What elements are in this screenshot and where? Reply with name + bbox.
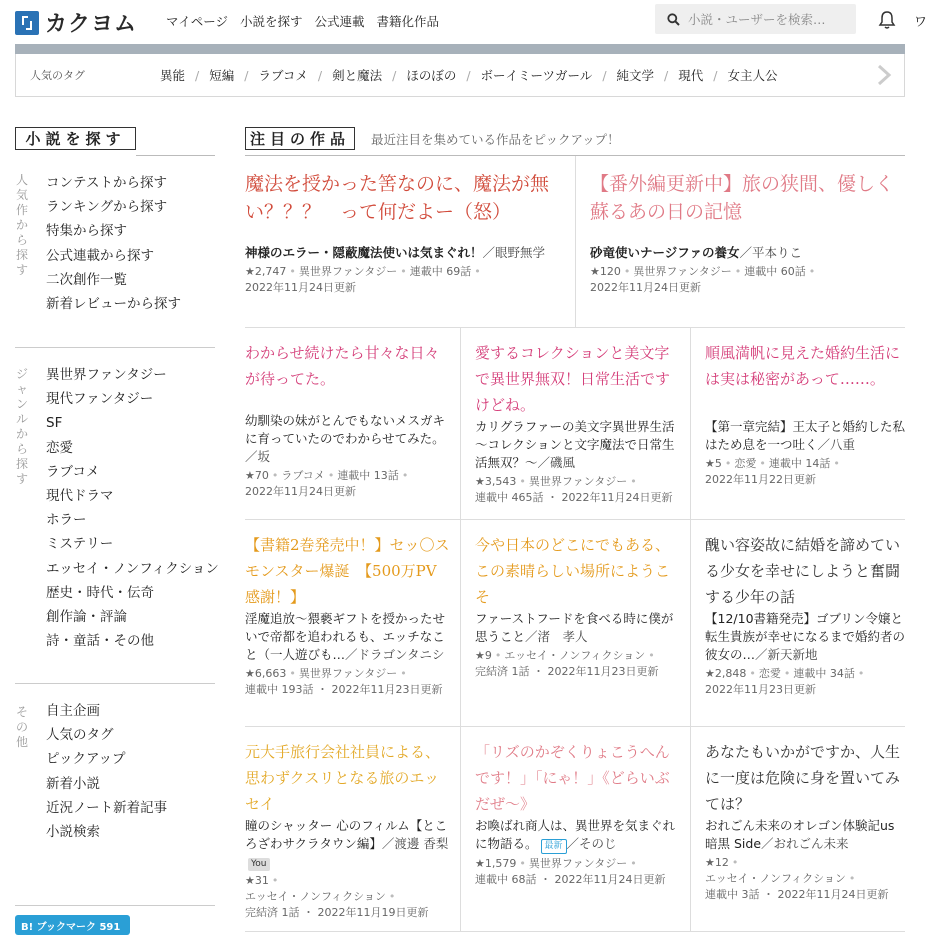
work-card[interactable]: [705, 532, 905, 698]
new-badge: 最新: [541, 839, 567, 854]
sidebar-item[interactable]: 創作論・評論: [46, 608, 127, 625]
global-nav: [166, 12, 439, 30]
sidebar-item[interactable]: 特集から探す: [46, 223, 127, 240]
sidebar-divider: [15, 905, 215, 906]
work-title[interactable]: 【第一章完結】王太子と婚約した私はため息を一つ吐く／八重: [705, 419, 906, 452]
sidebar-item[interactable]: 近況ノート新着記事: [46, 799, 168, 816]
work-title[interactable]: お喚ばれ商人は、異世界を気まぐれに物語る。 最新 ／そのじ: [475, 817, 680, 854]
work-meta: ★5 • 恋愛 • 連載中 14話 • 2022年11月22日更新: [705, 457, 840, 486]
work-title[interactable]: 神様のエラー・隠蔽魔法使いは気まぐれ！／眼野無学: [245, 245, 546, 260]
work-card[interactable]: [245, 340, 450, 500]
sidebar-item[interactable]: 異世界ファンタジー: [46, 367, 167, 383]
sidebar-item[interactable]: 詩・童話・その他: [46, 633, 154, 650]
sidebar-item[interactable]: ラブコメ: [46, 463, 100, 480]
tag-item[interactable]: ボーイミーツガール: [480, 68, 593, 83]
work-card[interactable]: [475, 532, 680, 680]
group-label-genre: ジャンルから探す: [15, 367, 28, 486]
tag-list: 異能 / 短編 / ラブコメ / 剣と魔法 / ほのぼの / ボーイミーツガール / 純文学 / 現代 / 女主人公: [160, 67, 778, 83]
work-title[interactable]: 【12/10書籍発売】ゴブリン令嬢と転生貴族が幸せになるまで婚約者の彼女の…／新天新地: [705, 611, 906, 662]
work-card[interactable]: [475, 340, 680, 506]
search-icon: [667, 13, 680, 26]
work-catchphrase: 愛するコレクションと美文字で異世界無双！日常生活ですけどね。: [475, 344, 671, 414]
logo[interactable]: [15, 7, 137, 38]
logo-text: カクヨム: [45, 12, 138, 37]
sidebar-item[interactable]: 現代ドラマ: [46, 487, 114, 504]
sidebar: [15, 127, 219, 840]
sidebar-item[interactable]: 歴史・時代・伝奇: [46, 584, 154, 601]
work-card[interactable]: [245, 170, 560, 296]
nav-mypage[interactable]: マイページ: [166, 14, 229, 29]
group-label-popular: 人気作から探す: [15, 173, 28, 277]
work-card[interactable]: [475, 739, 680, 888]
work-author[interactable]: ／坂: [245, 449, 271, 464]
tagbar-accent: [15, 44, 905, 54]
work-author[interactable]: ／平本りこ: [739, 245, 803, 260]
work-catchphrase: 魔法を授かった筈なのに、魔法が無い？？？ って何だよー（怒）: [245, 173, 550, 223]
work-author[interactable]: ／そのじ: [566, 836, 617, 851]
chevron-right-icon[interactable]: [876, 64, 892, 86]
hatena-bookmark-button[interactable]: B! ブックマーク 591: [15, 915, 130, 935]
header: [0, 0, 947, 42]
tag-item[interactable]: ラブコメ: [258, 68, 308, 83]
popular-tags-bar: [15, 54, 905, 97]
work-author[interactable]: ／渚 孝人: [525, 629, 588, 644]
work-title[interactable]: 瞳のシャッター 心のフィルム【ところざわサクラタウン編】／渡邊 香梨You: [245, 818, 449, 869]
section-subtitle: 最近注目を集めている作品をピックアップ！: [371, 131, 620, 147]
sidebar-item[interactable]: 恋愛: [46, 439, 73, 456]
section-header: [245, 127, 620, 150]
work-meta: ★2,848 • 恋愛 • 連載中 34話 • 2022年11月23日更新: [705, 667, 865, 696]
tag-item[interactable]: 女主人公: [727, 68, 778, 83]
tag-item[interactable]: 短編: [209, 68, 235, 83]
sidebar-item[interactable]: 現代ファンタジー: [46, 391, 154, 408]
sidebar-item[interactable]: エッセイ・ノンフィクション: [46, 560, 219, 577]
work-meta: ★2,747 • 異世界ファンタジー • 連載中 69話 • 2022年11月24日更新: [245, 265, 481, 294]
work-card[interactable]: [705, 739, 905, 903]
sidebar-list-other: [46, 699, 167, 844]
section-title: 注目の作品: [245, 127, 355, 150]
work-card[interactable]: [245, 739, 450, 921]
sidebar-item[interactable]: コンテストから探す: [46, 175, 167, 191]
sidebar-item[interactable]: 人気のタグ: [46, 727, 114, 744]
tag-item[interactable]: 剣と魔法: [332, 68, 383, 83]
sidebar-list-genre: [46, 363, 219, 653]
work-meta: ★70 • ラブコメ • 連載中 13話 • 2022年11月24日更新: [245, 469, 409, 498]
work-title[interactable]: ファーストフードを食べる時に僕が思うこと／渚 孝人: [475, 611, 674, 644]
search-input[interactable]: [655, 4, 856, 34]
you-badge: You: [248, 858, 270, 871]
work-catchphrase: 「リズのかぞくりょこうへんです！」「にゃ！」《どらいぶだぜ〜》: [475, 743, 670, 813]
sidebar-item[interactable]: 新着レビューから探す: [46, 295, 181, 312]
work-meta: ★12 • エッセイ・ノンフィクション • 連載中 3話 ・ 2022年11月24日更新: [705, 856, 889, 901]
sidebar-item[interactable]: 二次創作一覧: [46, 271, 127, 288]
work-meta: ★9 • エッセイ・ノンフィクション • 完結済 1話 ・ 2022年11月23日更新: [475, 649, 659, 678]
group-label-other: その他: [15, 705, 28, 749]
sidebar-item[interactable]: 小説検索: [46, 823, 100, 840]
sidebar-item[interactable]: 自主企画: [46, 703, 100, 719]
work-catchphrase: 元大手旅行会社社員による、思わずクスリとなる旅のエッセイ: [245, 743, 441, 813]
tag-item[interactable]: ほのぼの: [406, 68, 457, 83]
sidebar-title: 小説を探す: [15, 127, 136, 150]
work-card[interactable]: [705, 340, 905, 488]
work-catchphrase: 順風満帆に見えた婚約生活には実は秘密があって……。: [705, 344, 901, 388]
work-catchphrase: あなたもいかがですか、人生に一度は危険に身を置いてみては？: [705, 743, 901, 813]
user-menu[interactable]: ワ: [914, 15, 928, 30]
tagbar-label: 人気のタグ: [30, 69, 85, 82]
work-author[interactable]: ／おれごん未来: [761, 836, 849, 851]
work-meta: ★3,543 • 異世界ファンタジー • 連載中 465話 ・ 2022年11月24日更新: [475, 475, 673, 504]
tag-item[interactable]: 純文学: [616, 68, 655, 83]
work-title[interactable]: 砂竜使いナージファの養女／平本りこ: [590, 245, 803, 260]
work-author[interactable]: ／ドラゴンタニシ: [345, 647, 445, 662]
work-title[interactable]: 幼馴染の妹がとんでもないメスガキに育っていたのでわからせてみた。／坂: [245, 413, 446, 464]
sidebar-item[interactable]: ホラー: [46, 512, 87, 529]
work-title[interactable]: 淫魔追放〜猥褻ギフトを授かったせいで帝都を追われるも、エッチなこと（一人遊びも…／ドラゴンタニシ: [245, 611, 446, 662]
work-meta: ★31 • エッセイ・ノンフィクション • 完結済 1話 ・ 2022年11月19日更新: [245, 874, 429, 919]
work-author[interactable]: ／眼野無学: [482, 245, 546, 260]
work-title[interactable]: おれごん未来のオレゴン体験記us 暗黒 Side／おれごん未来: [705, 818, 895, 851]
work-author[interactable]: ／新天新地: [755, 647, 818, 662]
bell-icon[interactable]: [878, 10, 896, 34]
sidebar-item[interactable]: ランキングから探す: [46, 199, 168, 216]
work-title[interactable]: カリグラファーの美文字異世界生活 〜コレクションと文字魔法で日常生活無双？〜／磯風: [475, 419, 675, 470]
sidebar-divider: [15, 683, 215, 684]
work-catchphrase: 醜い容姿故に結婚を諦めている少女を幸せにしようと奮闘する少年の話: [705, 536, 901, 606]
sidebar-divider: [15, 347, 215, 348]
work-card[interactable]: [245, 532, 450, 698]
nav-official[interactable]: 公式連載: [314, 14, 365, 29]
sidebar-item[interactable]: ピックアップ: [46, 751, 126, 768]
work-meta: ★1,579 • 異世界ファンタジー • 連載中 68話 ・ 2022年11月24日更新: [475, 857, 666, 886]
work-meta: ★6,663 • 異世界ファンタジー • 連載中 193話 ・ 2022年11月23日更新: [245, 667, 443, 696]
sidebar-list-popular: [46, 171, 181, 316]
work-card[interactable]: [590, 170, 895, 296]
search-placeholder: 小説・ユーザーを検索…: [688, 12, 826, 27]
tag-item[interactable]: 現代: [678, 68, 704, 83]
work-author[interactable]: ／渡邊 香梨: [381, 836, 449, 851]
work-catchphrase: 【書籍2巻発売中！】セッ〇スモンスター爆誕 【500万PV感謝！】: [245, 536, 450, 606]
sidebar-item[interactable]: 新着小説: [46, 775, 100, 792]
work-catchphrase: 今や日本のどこにでもある、この素晴らしい場所にようこそ: [475, 536, 671, 606]
tag-item[interactable]: 異能: [160, 68, 186, 83]
work-meta: ★120 • 異世界ファンタジー • 連載中 60話 • 2022年11月24日更新: [590, 265, 816, 294]
kakuyomu-logo-icon: [15, 11, 39, 35]
work-author[interactable]: ／磯風: [537, 455, 576, 470]
nav-books[interactable]: 書籍化作品: [376, 14, 440, 29]
work-catchphrase: 【番外編更新中】旅の狭間、優しく蘇るあの日の記憶: [590, 173, 895, 223]
work-author[interactable]: ／八重: [817, 437, 856, 452]
sidebar-item[interactable]: 公式連載から探す: [46, 247, 154, 264]
nav-search-novels[interactable]: 小説を探す: [240, 14, 303, 29]
work-catchphrase: わからせ続けたら甘々な日々が待ってた。: [245, 344, 440, 388]
sidebar-item[interactable]: SF: [46, 415, 63, 432]
sidebar-item[interactable]: ミステリー: [46, 536, 114, 553]
